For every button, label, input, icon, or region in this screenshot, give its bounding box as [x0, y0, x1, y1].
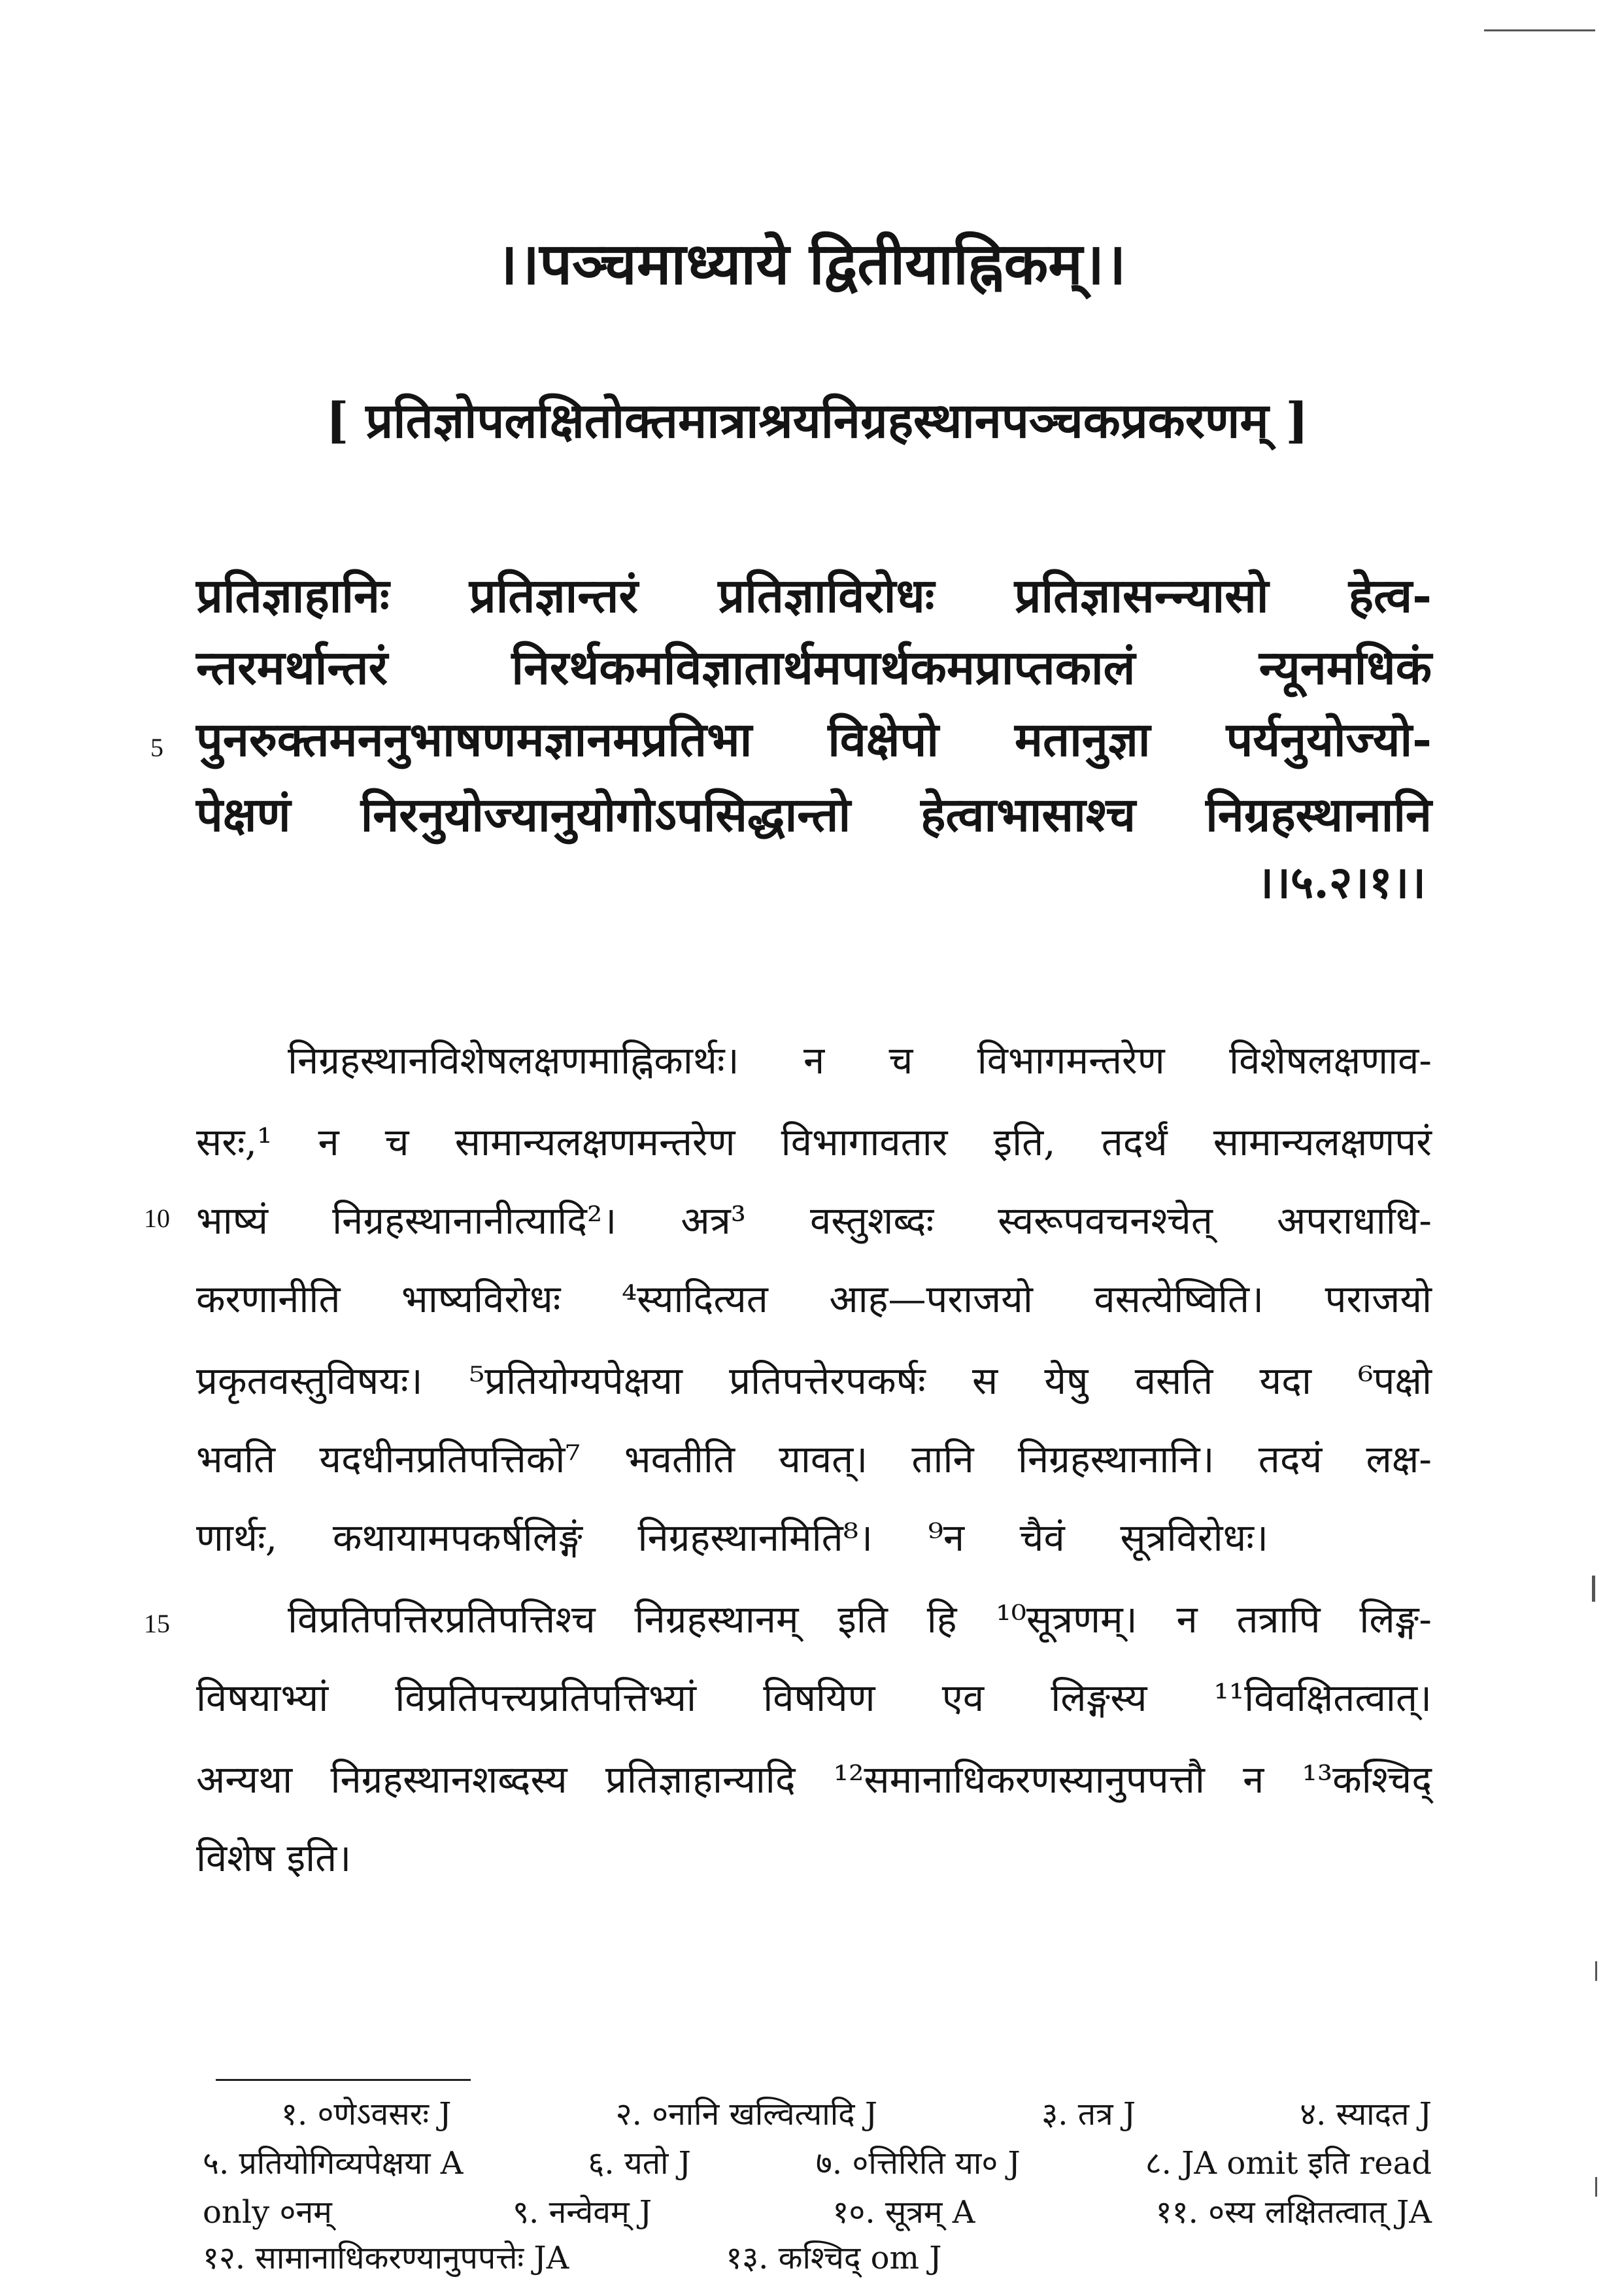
- footnote-row: [203, 2236, 1085, 2278]
- footnote: ११. ०स्य लक्षितत्वात् JA: [1155, 2194, 1432, 2231]
- footnote: ७. ०त्तिरिति या० J: [815, 2145, 1021, 2182]
- commentary-line: सरः,¹ न च सामान्यलक्षणमन्तरेण विभागावतार इति, तदर्थं सामान्यलक्षणपरं: [196, 1120, 1432, 1164]
- commentary-line: निग्रहस्थानविशेषलक्षणमाह्निकार्थः। न च विभागमन्तरेण विशेषलक्षणाव-: [288, 1038, 1432, 1083]
- footnote-row: [203, 2141, 1432, 2184]
- commentary-line: विप्रतिपत्तिरप्रतिपत्तिश्च निग्रहस्थानम् इति हि ¹⁰सूत्रणम्। न तत्रापि लिङ्ग-: [288, 1597, 1432, 1642]
- commentary-line: करणानीति भाष्यविरोधः ⁴स्यादित्यत आह—पराजयो वसत्येष्विति। पराजयो: [196, 1277, 1432, 1321]
- footnote-row: [203, 2190, 1432, 2233]
- line-number-10: 10: [144, 1204, 170, 1233]
- sutra-line: पुनरुक्तमननुभाषणमज्ञानमप्रतिभा विक्षेपो मतानुज्ञा पर्यनुयोज्यो-: [196, 711, 1432, 767]
- footnote: ६. यतो J: [588, 2145, 691, 2182]
- scan-artifact: [1595, 2177, 1597, 2197]
- commentary-line: अन्यथा निग्रहस्थानशब्दस्य प्रतिज्ञाहान्यादि ¹²समानाधिकरणस्यानुपपत्तौ न ¹³कश्चिद्: [196, 1757, 1432, 1802]
- footnote: only ०नम्: [203, 2194, 332, 2231]
- footnote-rule: [216, 2079, 471, 2081]
- section-title: [ प्रतिज्ञोपलक्षितोक्तमात्राश्रयनिग्रहस्थानपञ्चकप्रकरणम् ]: [326, 393, 1309, 449]
- scan-artifact: [1592, 1576, 1595, 1602]
- sutra-line: प्रतिज्ञाहानिः प्रतिज्ञान्तरं प्रतिज्ञाविरोधः प्रतिज्ञासन्न्यासो हेत्व-: [196, 567, 1432, 623]
- footnote: १२. सामानाधिकरण्यानुपपत्तेः JA: [203, 2240, 569, 2276]
- scan-artifact: [1484, 29, 1595, 31]
- footnote-row: [281, 2092, 1432, 2135]
- commentary-line: प्रकृतवस्तुविषयः। ⁵प्रतियोग्यपेक्षया प्रतिपत्तेरपकर्षः स येषु वसति यदा ⁶पक्षो: [196, 1359, 1432, 1403]
- chapter-title: ।।पञ्चमाध्याये द्वितीयाह्निकम्।।: [496, 229, 1126, 297]
- sutra-line: न्तरमर्थान्तरं निरर्थकमविज्ञातार्थमपार्थकमप्राप्तकालं न्यूनमधिकं: [196, 639, 1432, 695]
- commentary-line: विशेष इति।: [196, 1836, 352, 1880]
- footnote: २. ०नानि खल्वित्यादि J: [615, 2096, 878, 2133]
- line-number-15: 15: [144, 1609, 170, 1638]
- line-number-5: 5: [150, 733, 163, 762]
- footnote: १. ०णेऽवसरः J: [281, 2096, 452, 2133]
- footnote: ३. तत्र J: [1041, 2096, 1136, 2133]
- sutra-line: पेक्षणं निरनुयोज्यानुयोगोऽपसिद्धान्तो हेत्वाभासाश्च निग्रहस्थानानि: [196, 786, 1432, 842]
- footnote: ९. नन्वेवम् J: [513, 2194, 652, 2231]
- sutra-number: ।।५.२।१।।: [1257, 856, 1426, 909]
- footnote: ८. JA omit इति read: [1145, 2145, 1432, 2182]
- footnote: ४. स्यादत J: [1300, 2096, 1432, 2133]
- commentary-line: भवति यदधीनप्रतिपत्तिको⁷ भवतीति यावत्। तानि निग्रहस्थानानि। तदयं लक्ष-: [196, 1437, 1432, 1481]
- commentary-line: भाष्यं निग्रहस्थानानीत्यादि²। अत्र³ वस्तुशब्दः स्वरूपवचनश्चेत् अपराधाधि-: [196, 1198, 1432, 1243]
- footnote: ५. प्रतियोगिव्यपेक्षया A: [203, 2145, 464, 2182]
- scan-artifact: [1595, 1961, 1597, 1981]
- footnote: १३. कश्चिद् om J: [726, 2240, 942, 2276]
- footnote: १०. सूत्रम् A: [832, 2194, 975, 2231]
- commentary-line: णार्थः, कथायामपकर्षलिङ्गं निग्रहस्थानमिति⁸। ⁹न चैवं सूत्रविरोधः।: [196, 1515, 1268, 1560]
- commentary-line: विषयाभ्यां विप्रतिपत्त्यप्रतिपत्तिभ्यां विषयिण एव लिङ्गस्य ¹¹विवक्षितत्वात्।: [196, 1676, 1432, 1720]
